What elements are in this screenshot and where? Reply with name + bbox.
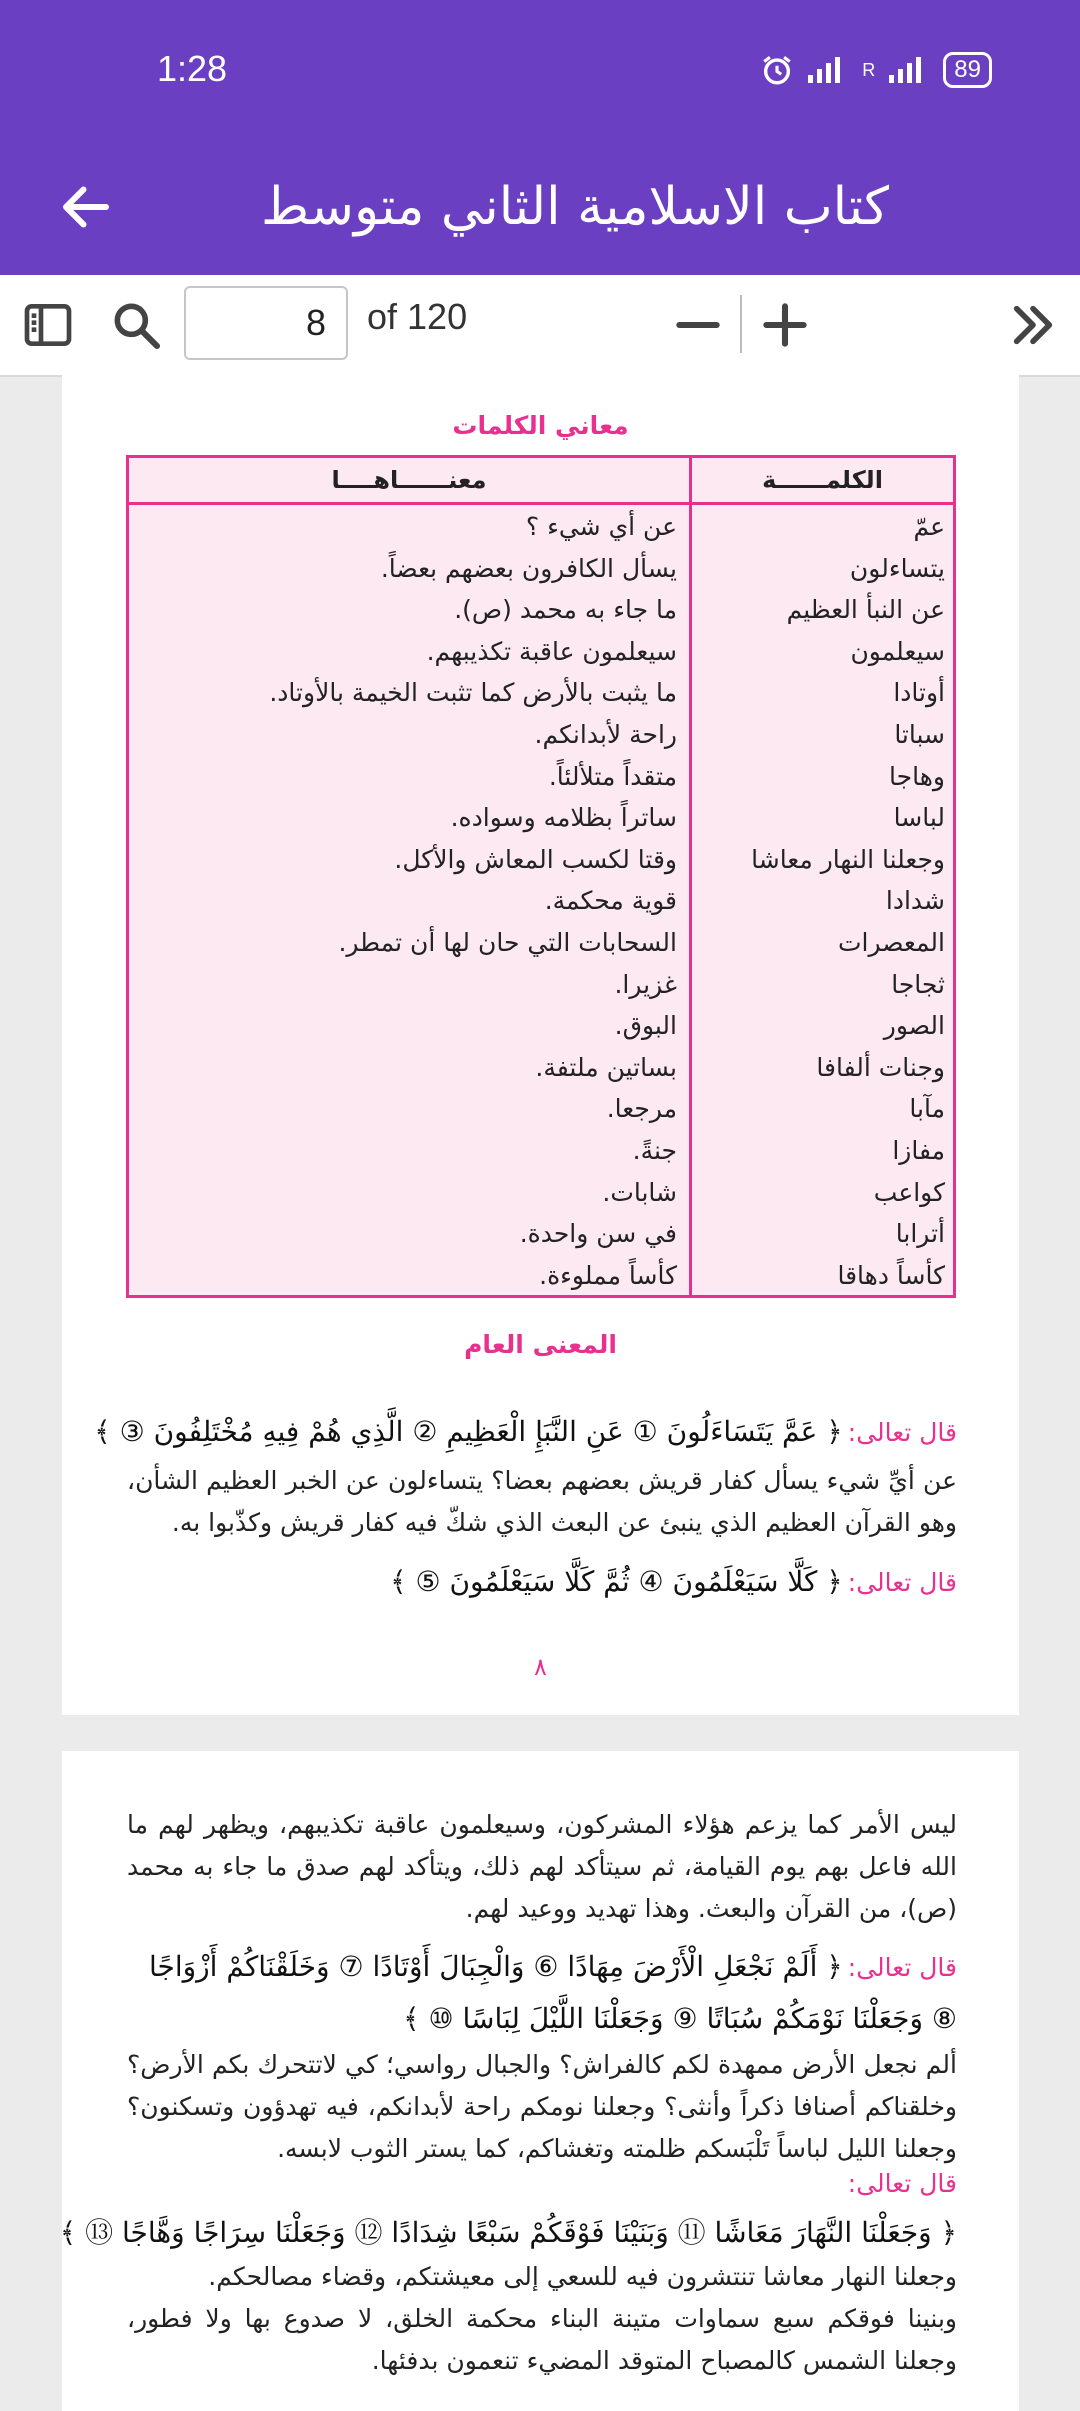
verse-block: [94, 1415, 957, 1448]
table-row: [129, 631, 953, 673]
vocab-meaning: في سن واحدة.: [519, 1219, 677, 1249]
pdf-page: [62, 375, 1019, 1715]
explanation-paragraph: ليس الأمر كما يزعم هؤلاء المشركون، وسيعلمون عاقبة تكذيبهم، ويظهر لهم ما الله فاعل بهم يوم القيامة، ثم سيتأكد لهم ذلك، ويتأكد لهم صدق ما جاء به محمد (ص)، من القرآن والبعث. وهذا تهديد ووعيد لهم.: [127, 1810, 957, 1923]
table-row: [129, 1213, 953, 1255]
table-row: [129, 880, 953, 922]
vocab-word: لباسا: [893, 803, 945, 833]
signal-icon-2: [887, 55, 931, 85]
general-meaning-heading: المعنى العام: [464, 1330, 617, 1359]
table-row: [129, 1172, 953, 1214]
vocab-meaning: كأساً مملوءة.: [539, 1260, 677, 1290]
alarm-icon: [760, 53, 794, 87]
vocab-meaning: بساتين ملتفة.: [535, 1052, 677, 1082]
table-row: [129, 839, 953, 881]
table-row: [129, 922, 953, 964]
quran-verse: ﴿ عَمَّ يَتَسَاءَلُونَ ① عَنِ النَّبَإِ الْعَظِيمِ ② الَّذِي هُمْ فِيهِ مُخْتَلِفُونَ ③ ﴾: [94, 1415, 843, 1448]
vocab-word: عمّ: [913, 512, 945, 541]
header-word: الكلمــــــة: [762, 466, 883, 494]
status-bar: [0, 0, 1080, 145]
table-row: [129, 1130, 953, 1172]
vocab-meaning: سيعلمون عاقبة تكذيبهم.: [426, 636, 677, 666]
vocab-word: شدادا: [885, 886, 945, 916]
pdf-toolbar: [0, 275, 1080, 377]
vocab-meaning: السحابات التي حان لها أن تمطر.: [338, 927, 677, 957]
vocab-table: [126, 455, 956, 1298]
table-row: [129, 797, 953, 839]
back-arrow-icon[interactable]: [56, 177, 116, 237]
vocab-meaning: عن أي شيء ؟: [525, 512, 677, 541]
table-row: [129, 714, 953, 756]
explanation-paragraph: وجعلنا النهار معاشا تنتشرون فيه للسعي إلى معيشتكم، وقضاء مصالحكم.: [208, 2262, 957, 2291]
quran-verse-text: ﴿ وَجَعَلْنَا النَّهَارَ مَعَاشًا ⑪ وَبَنَيْنَا فَوْقَكُمْ سَبْعًا شِدَادًا ⑫ وَجَعَلْنَا سِرَاجًا وَهَّاجًا ⑬ ﴾: [59, 2216, 957, 2249]
vocab-word: وهاجا: [889, 761, 945, 791]
pdf-page: [59, 1751, 1019, 2411]
table-row: [129, 964, 953, 1006]
quran-verse: [59, 2211, 957, 2251]
vocab-meaning: قوية محكمة.: [544, 886, 677, 916]
vocab-meaning: جنةً.: [632, 1135, 677, 1165]
vocab-word: المعصرات: [837, 927, 945, 957]
vocab-meaning: متقداً متلألئاً.: [548, 761, 677, 791]
vocab-meaning: راحة لأبدانكم.: [534, 719, 677, 749]
verse-label: قال تعالى:: [847, 2169, 957, 2198]
vocab-word: الصور: [883, 1011, 945, 1041]
more-tools-icon[interactable]: [1005, 297, 1061, 353]
verse-label: قال تعالى:: [847, 1953, 957, 1982]
vocab-meaning: غزيرا.: [614, 969, 677, 999]
vocab-meaning: وقتا لكسب المعاش والأكل.: [394, 844, 677, 874]
vocab-word: كواعب: [873, 1177, 945, 1207]
explanation-paragraph: ألم نجعل الأرض ممهدة لكم كالفراش؟ والجبال رواسي؛ كي لاتتحرك بكم الأرض؟وخلقناكم أصنافا ذكراً وأنثى؟ وجعلنا نومكم راحة لأبدانكم، فيه تهدؤون وتسكنون؟ وجعلنا الليل لباساً تَلْبَسكم ظلمته وتغشاكم، كما يستر الثوب لابسه.: [127, 2050, 957, 2163]
vocab-meaning: شابات.: [602, 1177, 677, 1207]
page-count: of 120: [367, 296, 468, 337]
quran-verse: ﴿ كَلَّا سَيَعْلَمُونَ ④ ثُمَّ كَلَّا سَيَعْلَمُونَ ⑤ ﴾: [390, 1565, 843, 1598]
explanation-paragraph: وبنينا فوقكم سبع سماوات متينة البناء محكمة الخلق، لا صدوع بها ولا فطور، وجعلنا الشمس كالمصباح المتوقد المضيء تنعمون بدفئها.: [127, 2304, 957, 2375]
battery-indicator: 89: [943, 52, 992, 88]
search-icon[interactable]: [108, 297, 164, 353]
signal-icon: [806, 55, 850, 85]
vocab-meaning: ما جاء به محمد (ص).: [454, 595, 677, 625]
vocab-word: مآبا: [909, 1094, 945, 1124]
verse-label: قال تعالى:: [847, 1568, 957, 1597]
app-title: كتاب الاسلامية الثاني متوسط: [261, 177, 889, 237]
table-row: [129, 506, 953, 548]
vocab-meaning: ساتراً بظلامه وسواده.: [450, 803, 677, 833]
vocab-meaning: ما يثبت بالأرض كما تثبت الخيمة بالأوتاد.: [269, 678, 677, 708]
page-number-input[interactable]: [184, 286, 348, 360]
roaming-indicator: R: [862, 59, 876, 80]
explanation-paragraph: عن أيِّ شيء يسأل كفار قريش بعضهم بعضا؟ يتساءلون عن الخبر العظيم الشأن، وهو القرآن العظيم الذي ينبئ عن البعث الذي شكّ فيه كفار قريش وكذّبوا به.: [127, 1466, 957, 1537]
table-row: [129, 1255, 953, 1297]
zoom-out-icon[interactable]: [670, 297, 726, 353]
verse-label: قال تعالى:: [847, 1418, 957, 1447]
verse-block: [117, 1565, 957, 1598]
zoom-in-icon[interactable]: [757, 297, 813, 353]
table-body: [129, 506, 953, 1296]
toolbar-divider: [740, 295, 742, 353]
vocab-word: كأساً دهاقا: [837, 1260, 945, 1290]
section-heading: معاني الكلمات: [452, 411, 629, 440]
vocab-meaning: مرجعا.: [606, 1094, 677, 1124]
vocab-word: سيعلمون: [850, 636, 945, 666]
quran-verse: ﴿ أَلَمْ نَجْعَلِ الْأَرْضَ مِهَادًا ⑥ وَالْجِبَالَ أَوْتَادًا ⑦ وَخَلَقْنَاكُمْ أَزْوَاجًا ⑧ وَجَعَلْنَا نَوْمَكُمْ سُبَاتًا ⑨ وَجَعَلْنَا اللَّيْلَ لِبَاسًا ⑩ ﴾: [149, 1950, 957, 2035]
vocab-word: وجعلنا النهار معاشا: [751, 844, 945, 874]
vocab-word: ثجاجا: [891, 969, 945, 999]
table-row: [129, 756, 953, 798]
table-row: [129, 1047, 953, 1089]
vocab-word: مفازا: [892, 1135, 945, 1165]
header-meaning: معنــــــاهــــا: [331, 466, 487, 494]
sidebar-toggle-icon[interactable]: [20, 297, 76, 353]
vocab-meaning: البوق.: [614, 1011, 677, 1041]
table-row: [129, 589, 953, 631]
vocab-word: يتساءلون: [849, 553, 945, 583]
vocab-word: أوتادا: [893, 678, 945, 708]
vocab-word: عن النبأ العظيم: [786, 595, 945, 625]
vocab-word: أترابا: [895, 1219, 945, 1249]
vocab-word: وجنات ألفافا: [816, 1052, 945, 1082]
status-icons: [760, 52, 992, 88]
app-bar: [0, 145, 1080, 275]
vocab-word: سباتا: [894, 719, 945, 749]
verse-block: [127, 1943, 957, 2047]
table-row: [129, 1088, 953, 1130]
page-number: ٨: [534, 1653, 547, 1681]
table-row: [129, 548, 953, 590]
table-row: [129, 1005, 953, 1047]
status-time: 1:28: [157, 48, 228, 89]
vocab-meaning: يسأل الكافرون بعضهم بعضاً.: [380, 553, 677, 583]
table-row: [129, 672, 953, 714]
